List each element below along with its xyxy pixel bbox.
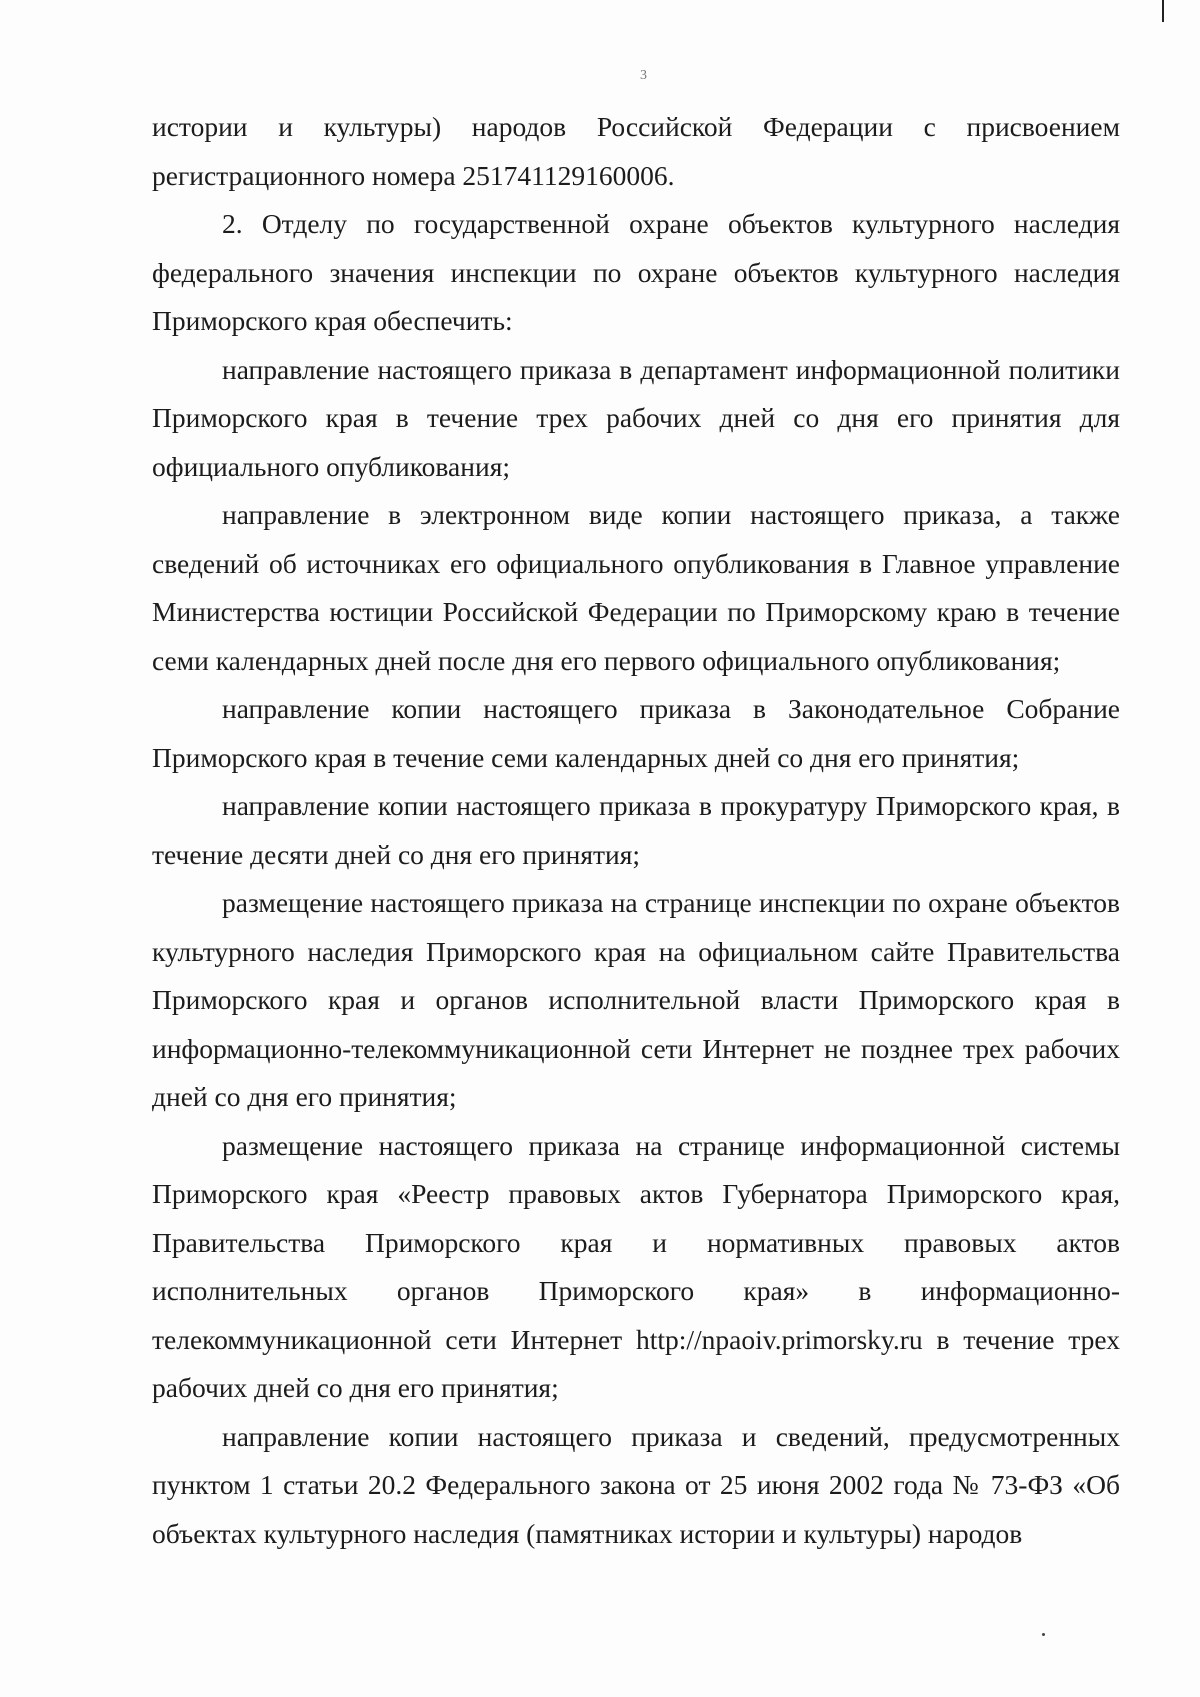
page-number: 3 [640, 68, 647, 83]
scan-speck [1042, 1633, 1045, 1636]
paragraph-legislative-assembly: направление копии настоящего приказа в Законодательное Собрание Приморского края в течение семи календарных дней со дня его принятия; [152, 693, 1120, 773]
document-body [152, 103, 1120, 1558]
paragraph-continuation: истории и культуры) народов Российской Федерации с присвоением регистрационного номера 251741129160006. [152, 111, 1120, 191]
paragraph-official-publication: направление настоящего приказа в департамент информационной политики Приморского края в течение трех рабочих дней со дня его принятия для официального опубликования; [152, 353, 1120, 482]
paragraph-federal-law-copy: направление копии настоящего приказа и сведений, предусмотренных пунктом 1 статьи 20.2 Федерального закона от 25 июня 2002 года № 73-ФЗ «Об объектах культурного наследия (памятниках истории и культуры) народов [152, 1420, 1120, 1549]
paragraph-inspection-website: размещение настоящего приказа на странице инспекции по охране объектов культурного наследия Приморского края на официальном сайте Правительства Приморского края и органов исполнительной власти Приморского края в информационно-телекоммуникационной сети Интернет не позднее трех рабочих дней со дня его принятия; [152, 887, 1120, 1112]
paragraph-item-2: 2. Отделу по государственной охране объектов культурного наследия федерального значения инспекции по охране объектов культурного наследия Приморского края обеспечить: [152, 208, 1120, 336]
paragraph-legal-acts-registry: размещение настоящего приказа на странице информационной системы Приморского края «Реестр правовых актов Губернатора Приморского края, Правительства Приморского края и нормативных правовых актов исполнительных органов Приморского края» в информационно-телекоммуникационной сети Интернет http://npaoiv.primorsky.ru в течение трех рабочих дней со дня его принятия; [152, 1129, 1120, 1403]
paragraph-prosecutor: направление копии настоящего приказа в прокуратуру Приморского края, в течение десяти дней со дня его принятия; [152, 790, 1120, 870]
scan-edge-mark [1162, 0, 1164, 22]
paragraph-justice-ministry: направление в электронном виде копии настоящего приказа, а также сведений об источниках его официального опубликования в Главное управление Министерства юстиции Российской Федерации по Приморскому краю в течение семи календарных дней после дня его первого официального опубликования; [152, 499, 1120, 676]
